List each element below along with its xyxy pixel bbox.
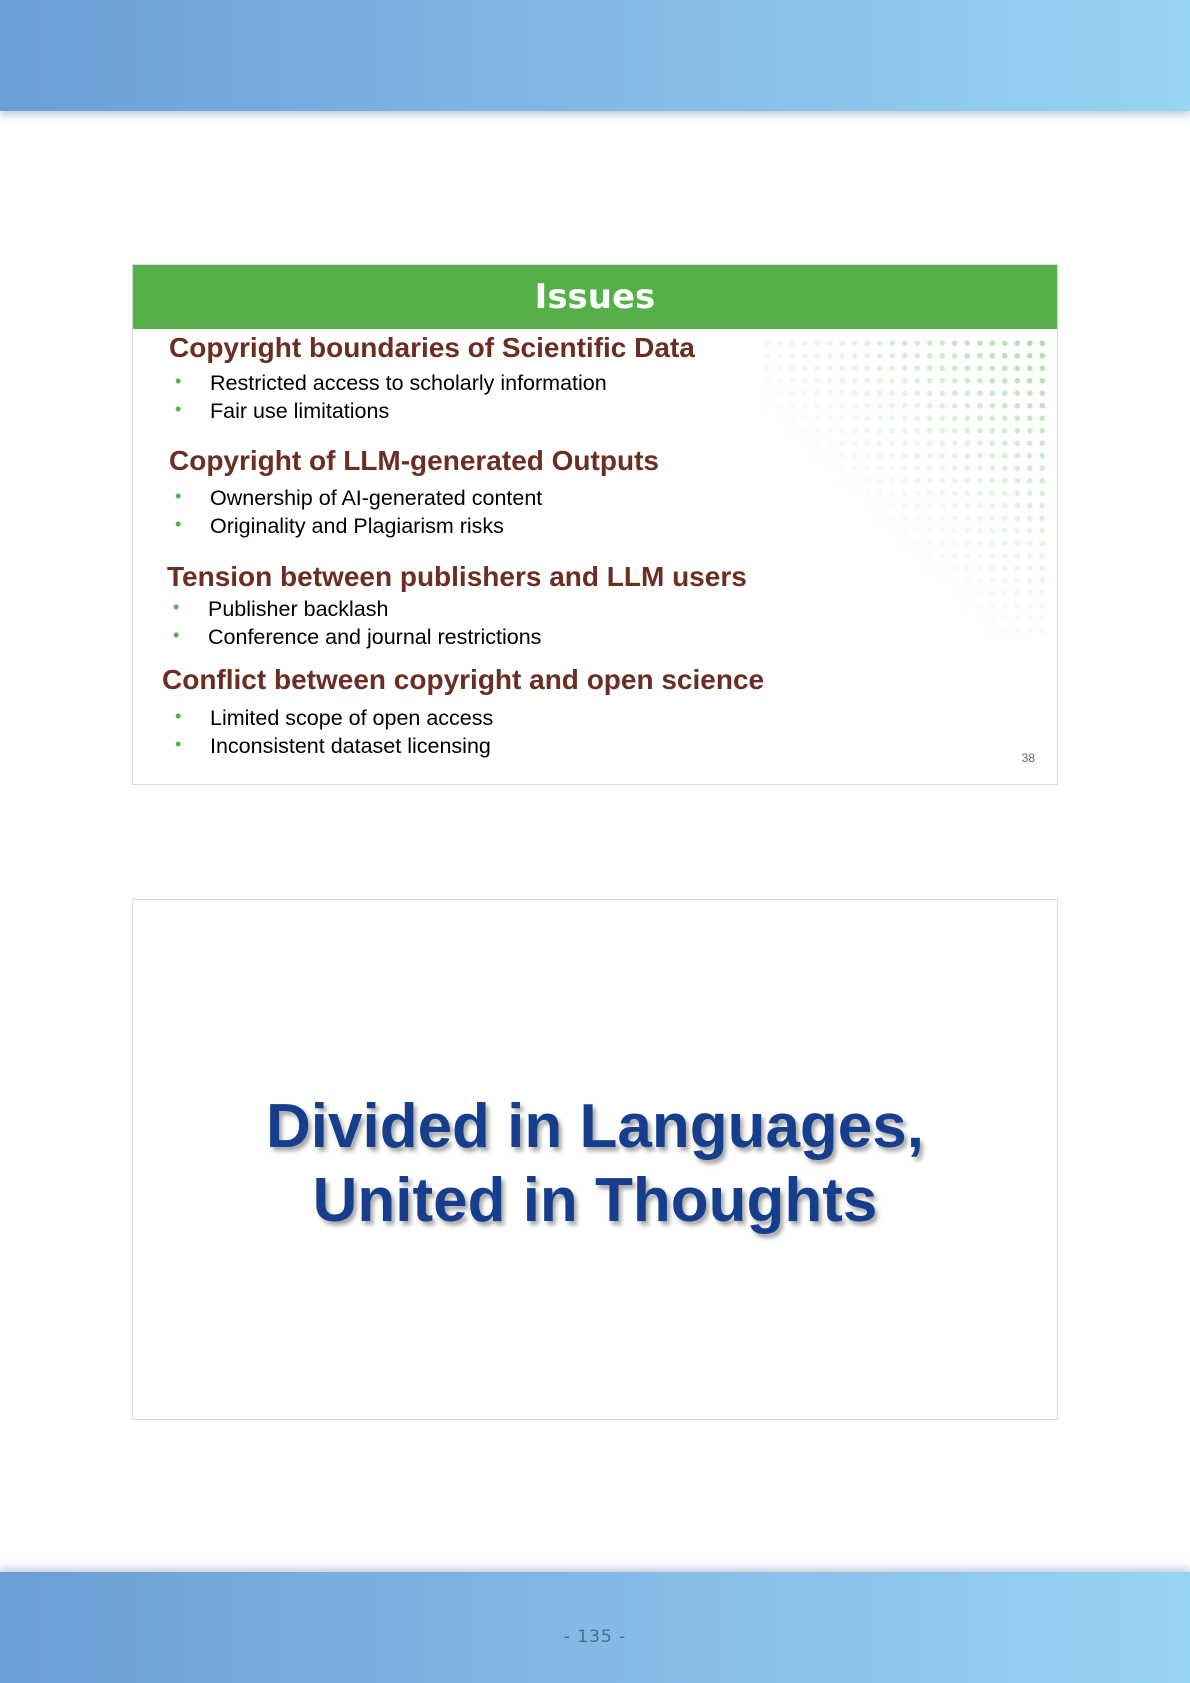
slide-number: 38 (1021, 751, 1035, 765)
bullet-text: Restricted access to scholarly information (210, 371, 607, 395)
dot-pattern-decoration (761, 337, 1051, 637)
bullet-dot-icon: • (175, 371, 182, 391)
bullet-dot-icon: • (175, 514, 182, 534)
bullet-dot-icon: • (173, 625, 180, 645)
page-number: - 135 - (563, 1627, 627, 1647)
slide-issues (132, 264, 1058, 785)
slide-divided-united (132, 899, 1058, 1420)
bullet-item (173, 597, 389, 622)
slide-headline (133, 1090, 1057, 1238)
bullet-dot-icon: • (175, 734, 182, 754)
headline-line-2: United in Thoughts (312, 1166, 878, 1235)
bullet-item (173, 625, 542, 650)
top-banner (0, 0, 1190, 111)
bullet-text: Conference and journal restrictions (208, 625, 542, 649)
bullet-dot-icon: • (175, 486, 182, 506)
section-heading-publishers-tension: Tension between publishers and LLM users (167, 561, 747, 592)
bullet-dot-icon: • (175, 399, 182, 419)
section-heading-open-science: Conflict between copyright and open science (162, 664, 765, 695)
section-heading-llm-outputs: Copyright of LLM-generated Outputs (169, 445, 659, 476)
bullet-item (175, 706, 494, 731)
slide-title: Issues (133, 265, 1057, 329)
section-heading-copyright-boundaries: Copyright boundaries of Scientific Data (169, 332, 695, 363)
bullet-dot-icon: • (175, 706, 182, 726)
bullet-item (175, 399, 390, 424)
bullet-text: Ownership of AI-generated content (210, 486, 543, 510)
bullet-item (175, 371, 607, 396)
bullet-text: Inconsistent dataset licensing (210, 734, 491, 758)
bullet-text: Publisher backlash (208, 597, 389, 621)
bullet-dot-icon: • (173, 597, 180, 617)
bullet-item (175, 514, 504, 539)
bullet-text: Limited scope of open access (210, 706, 494, 730)
bullet-item (175, 734, 491, 759)
bullet-text: Fair use limitations (210, 399, 390, 423)
headline-line-1: Divided in Languages, (266, 1092, 924, 1161)
bullet-text: Originality and Plagiarism risks (210, 514, 504, 538)
bullet-item (175, 486, 543, 511)
